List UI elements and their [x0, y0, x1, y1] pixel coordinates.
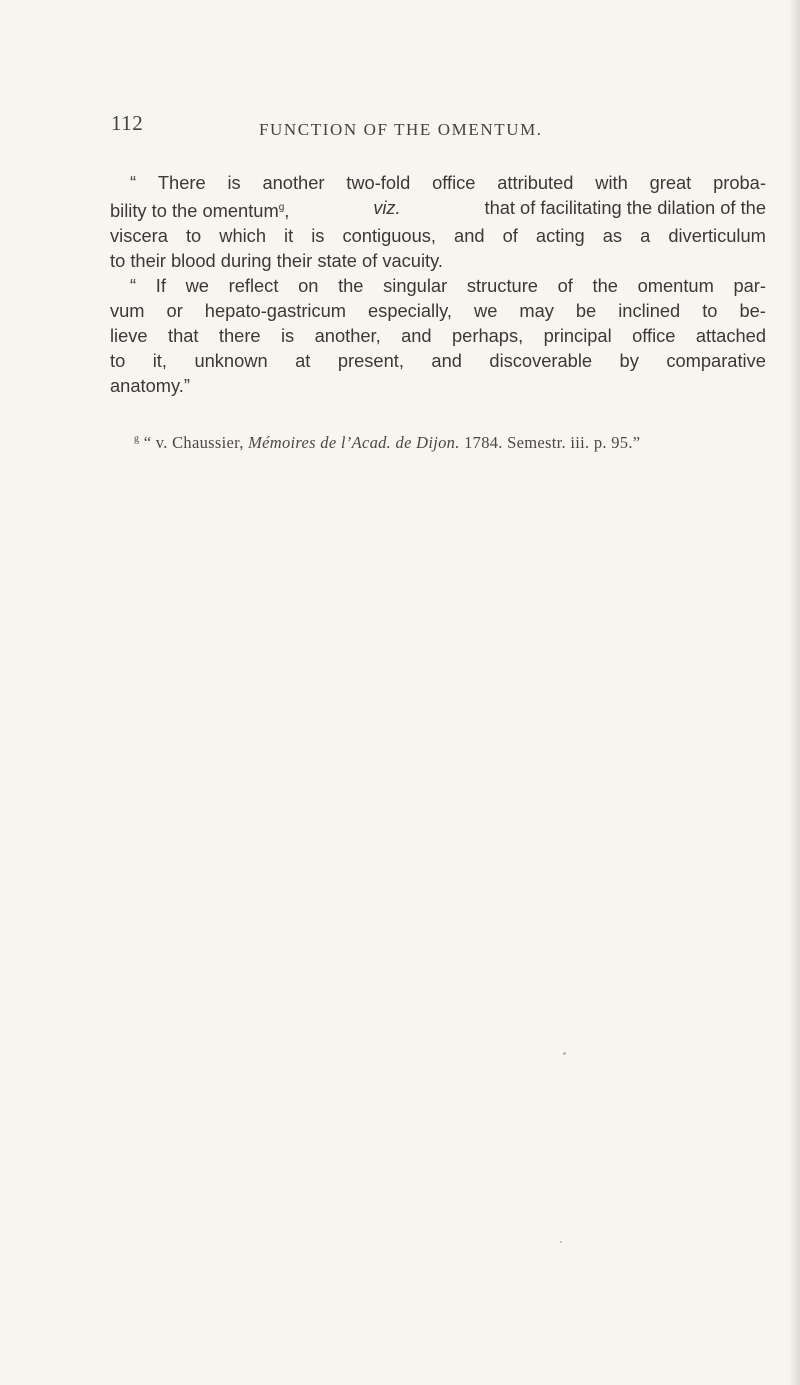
word: office — [432, 172, 476, 193]
word: it — [284, 225, 294, 247]
word: be- — [739, 300, 766, 322]
body-text — [110, 170, 766, 398]
word: diverticulum — [668, 225, 766, 247]
text-line: to their blood during their state of vacuity. — [110, 250, 443, 272]
word: that — [168, 325, 199, 347]
word: by — [619, 350, 639, 372]
footnote-text: “ v. Chaussier, — [143, 433, 244, 452]
line-segment: bility to the omentum$^g$, — [110, 200, 290, 222]
word: vum — [110, 300, 145, 322]
word: great — [649, 172, 692, 193]
word: we — [474, 300, 498, 322]
word: unknown — [194, 350, 268, 372]
word: discoverable — [489, 350, 593, 372]
word: which — [219, 225, 266, 247]
paper-speck — [560, 1241, 562, 1243]
word: two-fold — [346, 172, 411, 193]
footnote-reference: g — [278, 202, 285, 213]
word: the — [338, 275, 364, 297]
text-line — [110, 223, 766, 248]
word: with — [595, 172, 628, 193]
word: and — [454, 225, 485, 247]
text-line — [110, 298, 766, 323]
viz-abbreviation: viz. — [373, 197, 401, 218]
word: viscera — [110, 225, 168, 247]
text-line — [110, 323, 766, 348]
word: omentum — [637, 275, 714, 297]
word: acting — [535, 225, 585, 247]
page-number: 112 — [111, 111, 144, 135]
word: is — [311, 225, 325, 247]
word: present, — [337, 350, 404, 372]
word: attached — [695, 325, 766, 347]
text-line — [110, 170, 766, 195]
text-line — [110, 273, 766, 298]
word: hepato-gastricum — [204, 300, 347, 322]
word: proba- — [713, 172, 766, 193]
word: as — [602, 225, 623, 247]
footnote-title: Mémoires de l’Acad. de Dijon. — [248, 433, 460, 452]
word: structure — [466, 275, 538, 297]
paragraph-2 — [110, 273, 766, 398]
word: lieve — [110, 325, 148, 347]
word: or — [166, 300, 183, 322]
word: perhaps, — [452, 325, 524, 347]
word: it, — [152, 350, 167, 372]
paper-speck — [563, 1052, 566, 1055]
word: at — [295, 350, 311, 372]
word: the — [592, 275, 618, 297]
word: principal — [543, 325, 612, 347]
word: especially, — [368, 300, 453, 322]
word: attributed — [497, 172, 574, 193]
word: another — [262, 172, 325, 193]
line-segment: that of facilitating the dilation of the — [484, 197, 766, 218]
word: There — [157, 172, 206, 193]
word: there — [218, 325, 261, 347]
page-edge — [790, 0, 800, 1385]
word: on — [298, 275, 319, 297]
word: “ — [130, 275, 137, 297]
footnote-text: 1784. Semestr. iii. p. 95.” — [464, 433, 641, 452]
word: of — [557, 275, 573, 297]
word: be — [575, 300, 597, 322]
word: is — [227, 172, 241, 193]
word: we — [185, 275, 209, 297]
word: office — [632, 325, 676, 347]
word: a — [640, 225, 651, 247]
text-line — [110, 195, 766, 223]
paragraph-1 — [110, 170, 766, 273]
text-line — [110, 348, 766, 373]
word: par- — [733, 275, 766, 297]
word: and — [401, 325, 432, 347]
footnote-mark: g — [134, 433, 140, 445]
word: of — [502, 225, 518, 247]
word: If — [155, 275, 166, 297]
word: to — [185, 225, 202, 247]
word: contiguous, — [342, 225, 436, 247]
word: and — [431, 350, 462, 372]
word: may — [519, 300, 554, 322]
word: to — [702, 300, 718, 322]
word: is — [281, 325, 295, 347]
running-head: FUNCTION OF THE OMENTUM. — [259, 120, 543, 139]
word: reflect — [228, 275, 279, 297]
word: to — [110, 350, 126, 372]
text-line: anatomy.” — [110, 375, 190, 397]
word: singular — [383, 275, 448, 297]
word: inclined — [618, 300, 681, 322]
word: another, — [314, 325, 381, 347]
word: “ — [130, 172, 137, 193]
word: comparative — [666, 350, 766, 372]
footnote — [134, 433, 640, 453]
